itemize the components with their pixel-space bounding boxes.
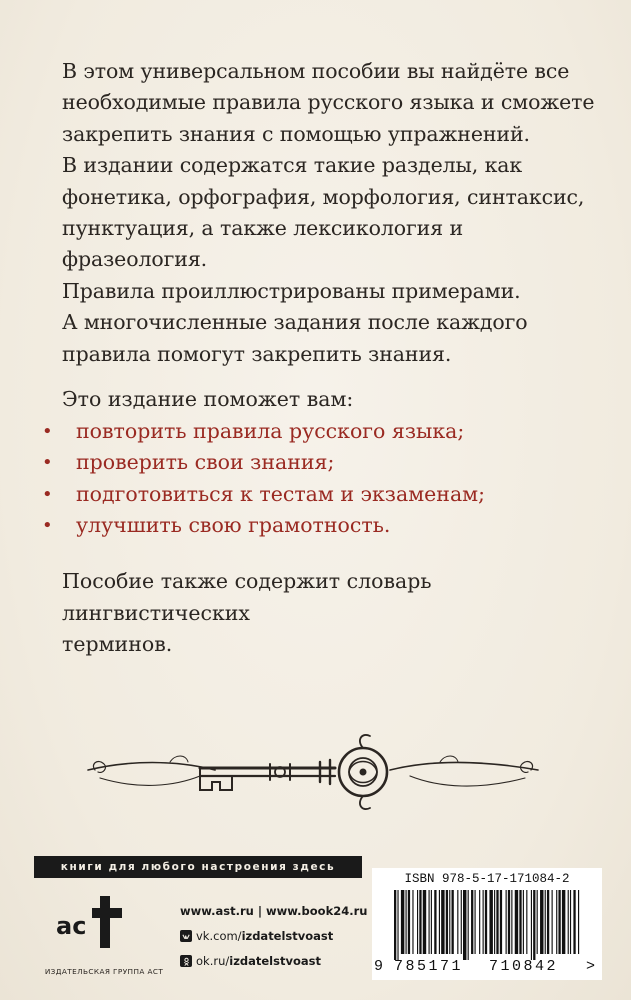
outro-line: Пособие также содержит словарь лингвистических xyxy=(62,569,432,625)
barcode-bar xyxy=(439,890,440,954)
ean-right-group: 710842 xyxy=(489,958,559,975)
barcode-bar xyxy=(494,890,495,954)
barcode-bar xyxy=(533,890,535,960)
ean-first-digit: 9 xyxy=(374,958,384,975)
isbn-text: ISBN 978-5-17-171084-2 xyxy=(404,872,570,886)
barcode-bar xyxy=(417,890,418,954)
barcode-bar xyxy=(475,890,476,954)
outro-paragraph xyxy=(62,566,607,661)
barcode-bar xyxy=(452,890,454,954)
barcode-bar xyxy=(397,890,398,960)
barcode-bar xyxy=(526,890,527,954)
intro-line: В издании содержатся такие разделы, как xyxy=(62,153,523,178)
barcode-bar xyxy=(489,890,492,954)
barcode-bar xyxy=(558,890,560,954)
intro-line: А многочисленные задания после каждого xyxy=(62,310,528,335)
barcode-bar xyxy=(578,890,579,954)
barcode-bar xyxy=(552,890,553,954)
intro-line: правила помогут закрепить знания. xyxy=(62,341,452,366)
intro-line: необходимые правила русского языка и сможете xyxy=(62,90,595,115)
ean-arrow: > xyxy=(586,958,596,975)
benefit-item: • проверить свои знания; xyxy=(62,447,607,479)
intro-paragraph xyxy=(62,56,607,370)
vk-handle: izdatelstvoast xyxy=(241,929,334,943)
benefits-list xyxy=(62,416,607,542)
intro-line: фонетика, орфография, морфология, синтаксис, xyxy=(62,184,585,209)
barcode-bar xyxy=(449,890,450,954)
barcode-bar xyxy=(573,890,575,954)
ok-icon xyxy=(180,955,192,967)
barcode-bar xyxy=(540,890,543,954)
barcode-bar xyxy=(434,890,436,954)
ast-logo-icon xyxy=(52,890,132,950)
barcode-bar xyxy=(556,890,557,954)
ean-digits xyxy=(372,958,602,978)
benefit-item: • улучшить свою грамотность. xyxy=(62,510,607,542)
barcode-box xyxy=(372,868,602,980)
website-links[interactable]: www.ast.ru | www.book24.ru xyxy=(180,904,368,918)
benefits-lead: Это издание поможет вам: xyxy=(62,387,354,411)
barcode-bar xyxy=(531,890,532,960)
ok-handle: izdatelstvoast xyxy=(229,954,321,968)
barcode-bar xyxy=(508,890,510,954)
vk-icon xyxy=(180,930,192,942)
tagline-bar: книги для любого настроения здесь xyxy=(34,856,362,878)
outro-line: терминов. xyxy=(62,632,173,656)
barcode-bar xyxy=(515,890,518,954)
publisher-name: ИЗДАТЕЛЬСКАЯ ГРУППА АСТ xyxy=(44,967,164,976)
barcode-bar xyxy=(523,890,524,954)
barcode-bar xyxy=(511,890,512,954)
ok-link[interactable] xyxy=(180,954,367,968)
barcode-bar xyxy=(419,890,421,954)
barcode-bar xyxy=(483,890,484,954)
barcode-bar xyxy=(412,890,413,954)
barcode-bar xyxy=(468,890,469,960)
intro-line: Правила проиллюстрированы примерами. xyxy=(62,278,521,303)
barcode-bar xyxy=(461,890,462,954)
vk-link[interactable] xyxy=(180,929,367,943)
ean-left-group: 785171 xyxy=(394,958,464,975)
barcode-bar xyxy=(570,890,571,954)
barcode-bar xyxy=(479,890,480,954)
benefit-item: • повторить правила русского языка; xyxy=(62,416,607,448)
barcode-bar xyxy=(485,890,487,954)
key-ornament-icon xyxy=(0,720,631,830)
barcode-bar xyxy=(441,890,444,954)
svg-text:ас: ас xyxy=(56,912,87,940)
barcode-bar xyxy=(500,890,502,954)
barcode-bar xyxy=(401,890,404,954)
barcode-bar xyxy=(506,890,507,954)
barcode-bar xyxy=(547,890,549,954)
ok-prefix: ok.ru/ xyxy=(196,954,230,968)
vk-prefix: vk.com/ xyxy=(196,929,242,943)
barcode-bar xyxy=(519,890,521,954)
barcode-bar xyxy=(408,890,410,954)
barcode-bar xyxy=(537,890,538,954)
barcode-bars xyxy=(382,890,592,960)
barcode-bar xyxy=(496,890,498,954)
barcode-bar xyxy=(394,890,396,960)
barcode-bar xyxy=(463,890,466,960)
barcode-bar xyxy=(545,890,546,954)
barcode-bar xyxy=(406,890,407,954)
publisher-links xyxy=(180,904,367,968)
intro-line: В этом универсальном пособии вы найдёте все xyxy=(62,59,570,83)
barcode-bar xyxy=(471,890,473,954)
benefits-section xyxy=(62,384,607,542)
barcode-bar xyxy=(431,890,432,954)
intro-line: закрепить знания с помощью упражнений. xyxy=(62,121,530,146)
barcode-bar xyxy=(423,890,426,954)
barcode-bar xyxy=(429,890,430,954)
barcode-bar xyxy=(446,890,448,954)
barcode-bar xyxy=(562,890,565,954)
barcode-bar xyxy=(568,890,569,954)
benefit-item: • подготовиться к тестам и экзаменам; xyxy=(62,479,607,511)
barcode-bar xyxy=(457,890,458,954)
intro-line: пунктуация, а также лексикология и фразеология. xyxy=(62,216,464,272)
